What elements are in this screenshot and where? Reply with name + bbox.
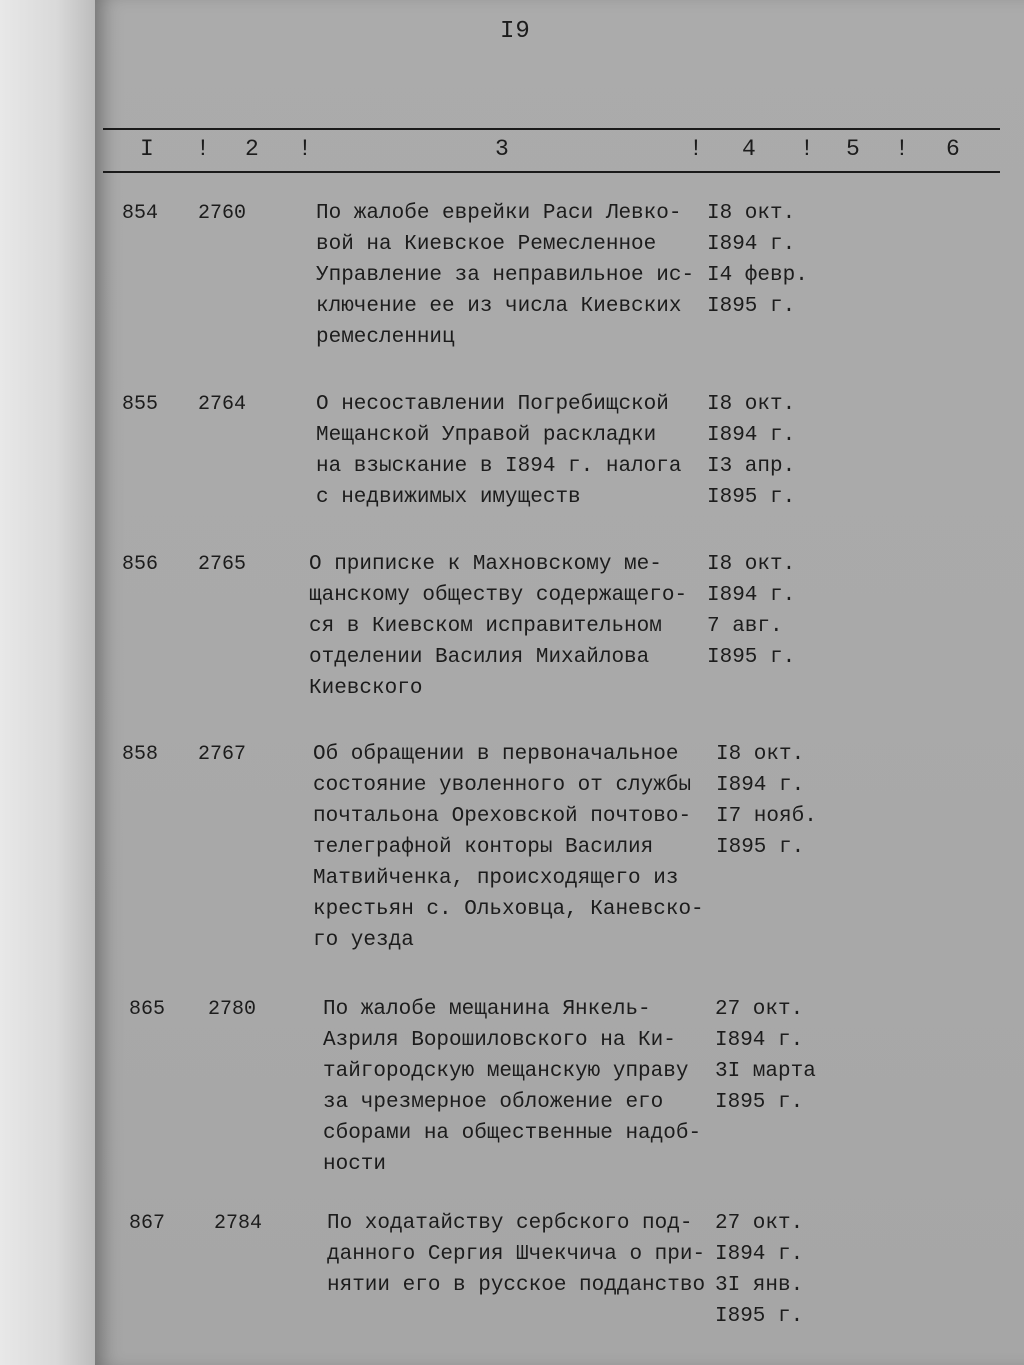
header-col-4: 4 (742, 136, 756, 162)
description-line: Управление за неправильное ис- (316, 264, 695, 287)
date-line: I894 г. (715, 1243, 804, 1266)
description-line: за чрезмерное обложение его (323, 1091, 664, 1114)
description-line: Киевского (309, 677, 423, 700)
record-file-code: 2784 (214, 1212, 263, 1235)
date-line: I894 г. (707, 584, 796, 607)
record-dates (715, 994, 816, 1118)
description-line: ремесленниц (316, 326, 455, 349)
header-separator: ! (196, 136, 210, 162)
description-line: состояние уволенного от службы (313, 774, 692, 797)
record-file-code: 2760 (198, 202, 247, 225)
description-line: По жалобе еврейки Раси Левко- (316, 202, 682, 225)
header-col-3: 3 (495, 136, 509, 162)
record-number: 865 (129, 998, 166, 1021)
description-line: О приписке к Махновскому ме- (309, 553, 662, 576)
record-file-code: 2764 (198, 393, 247, 416)
record-file-code: 2767 (198, 743, 247, 766)
record-dates (707, 389, 795, 513)
description-line: По ходатайству сербского под- (327, 1212, 693, 1235)
description-line: почтальона Ореховской почтово- (313, 805, 692, 828)
date-line: 3I марта (715, 1060, 816, 1083)
date-line: I895 г. (715, 1091, 804, 1114)
header-separator: ! (895, 136, 909, 162)
date-line: I8 окт. (707, 553, 796, 576)
description-line: щанскому обществу содержащего- (309, 584, 688, 607)
description-line: ключение ее из числа Киевских (316, 295, 682, 318)
record-number: 854 (122, 202, 159, 225)
header-col-5: 5 (846, 136, 860, 162)
description-line: данного Сергия Шчекчича о при- (327, 1243, 706, 1266)
date-line: I895 г. (715, 1305, 804, 1328)
date-line: I8 окт. (707, 393, 796, 416)
date-line: I8 окт. (707, 202, 796, 225)
record-description (316, 389, 681, 513)
description-line: го уезда (313, 929, 414, 952)
record-description (309, 549, 687, 704)
description-line: нятии его в русское подданство (327, 1274, 706, 1297)
record-description (323, 994, 701, 1180)
date-line: I4 февр. (707, 264, 808, 287)
description-line: сборами на общественные надоб- (323, 1122, 702, 1145)
date-line: I895 г. (707, 486, 796, 509)
record-dates (707, 549, 795, 673)
header-top-rule (103, 128, 1000, 130)
date-line: 27 окт. (715, 998, 804, 1021)
header-bottom-rule (103, 171, 1000, 173)
description-line: вой на Киевское Ремесленное (316, 233, 657, 256)
date-line: I895 г. (707, 295, 796, 318)
description-line: отделении Василия Михайлова (309, 646, 650, 669)
record-file-code: 2780 (208, 998, 257, 1021)
date-line: 7 авг. (707, 615, 783, 638)
record-description (327, 1208, 705, 1301)
book-binding-edge (0, 0, 95, 1365)
record-file-code: 2765 (198, 553, 247, 576)
date-line: I894 г. (716, 774, 805, 797)
record-number: 856 (122, 553, 159, 576)
header-separator: ! (298, 136, 312, 162)
header-separator: ! (689, 136, 703, 162)
record-number: 867 (129, 1212, 166, 1235)
record-description (313, 739, 704, 956)
description-line: Об обращении в первоначальное (313, 743, 679, 766)
description-line: Мещанской Управой раскладки (316, 424, 657, 447)
description-line: крестьян с. Ольховца, Каневско- (313, 898, 704, 921)
date-line: I7 нояб. (716, 805, 817, 828)
date-line: I8 окт. (716, 743, 805, 766)
description-line: тайгородскую мещанскую управу (323, 1060, 689, 1083)
description-line: Матвийченка, происходящего из (313, 867, 679, 890)
record-dates (716, 739, 817, 863)
record-dates (715, 1208, 803, 1332)
description-line: ся в Киевском исправительном (309, 615, 662, 638)
description-line: По жалобе мещанина Янкель- (323, 998, 651, 1021)
date-line: I894 г. (707, 233, 796, 256)
record-number: 858 (122, 743, 159, 766)
header-col-1: I (140, 136, 154, 162)
header-col-6: 6 (946, 136, 960, 162)
date-line: I894 г. (707, 424, 796, 447)
description-line: телеграфной конторы Василия (313, 836, 654, 859)
description-line: на взыскание в I894 г. налога (316, 455, 682, 478)
description-line: ности (323, 1153, 387, 1176)
header-col-2: 2 (245, 136, 259, 162)
record-number: 855 (122, 393, 159, 416)
date-line: 3I янв. (715, 1274, 804, 1297)
page-number: I9 (500, 18, 531, 45)
date-line: I3 апр. (707, 455, 796, 478)
record-dates (707, 198, 808, 322)
description-line: Азриля Ворошиловского на Ки- (323, 1029, 676, 1052)
header-separator: ! (800, 136, 814, 162)
date-line: I894 г. (715, 1029, 804, 1052)
description-line: с недвижимых имуществ (316, 486, 581, 509)
record-description (316, 198, 694, 353)
date-line: I895 г. (707, 646, 796, 669)
description-line: О несоставлении Погребищской (316, 393, 669, 416)
date-line: I895 г. (716, 836, 805, 859)
date-line: 27 окт. (715, 1212, 804, 1235)
